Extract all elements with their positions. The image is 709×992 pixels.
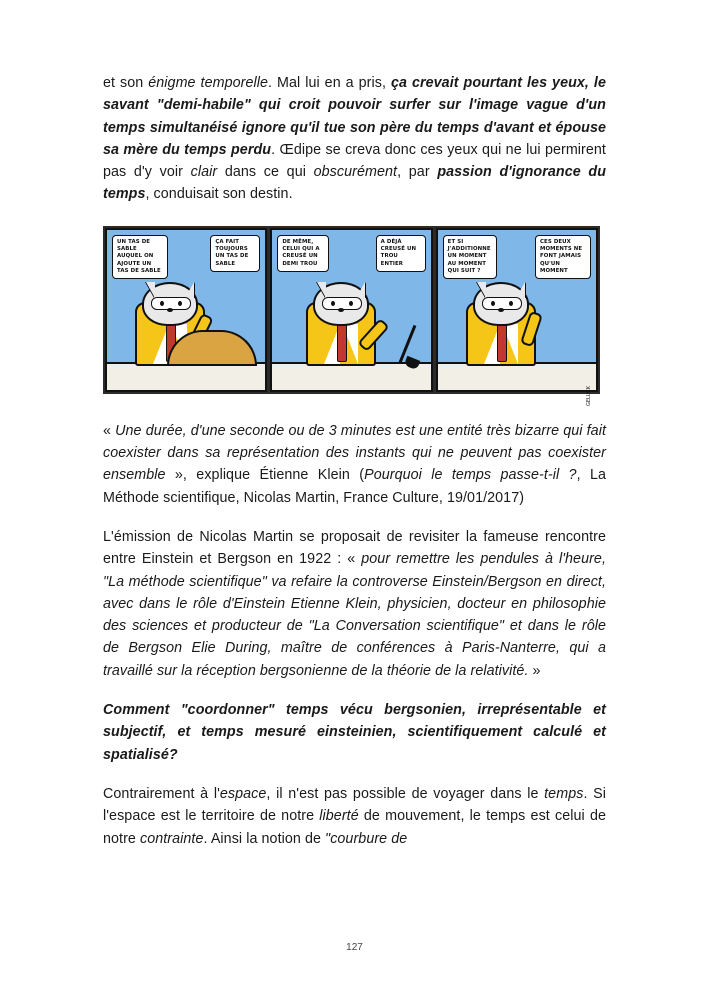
- paragraph-1: et son énigme temporelle. Mal lui en a pris, ça crevait pourtant les yeux, le savant "demi-habile" qui croit pouvoir surfer sur l'image vague d'un temps simultanéisé ignore qu'il tue son père du temps d'avant et épouse sa mère du temps perdu. Œdipe se creva donc ces yeux qui ne lui permirent pas d'y voir clair dans ce qui obscurément, par passion d'ignorance du temps, conduisait son destin.: [103, 75, 607, 203]
- cat-nose: [167, 308, 173, 312]
- page-content: [103, 72, 606, 850]
- cat-pupil-right: [509, 301, 513, 306]
- panel-2-cat: [302, 274, 376, 366]
- cat-ear-left: [146, 282, 155, 298]
- cat-pupil-left: [491, 301, 495, 306]
- panel-2-right-bubble: A DÉJÀ CREUSÉ UN TROU ENTIER: [376, 235, 426, 272]
- cat-pupil-right: [349, 301, 353, 306]
- panel-2-left-bubble: DE MÊME, CELUI QUI A CREUSÉ UN DEMI TROU: [277, 235, 329, 272]
- panel-1-ground: [107, 362, 265, 390]
- panel-3-cat: [462, 274, 536, 366]
- cat-tie: [337, 324, 347, 362]
- cat-ear-right: [356, 282, 365, 298]
- cat-ear-left: [317, 282, 326, 298]
- comic-panel-3: [436, 228, 598, 406]
- panel-1-right-bubble: ÇA FAIT TOUJOURS UN TAS DE SABLE: [210, 235, 260, 272]
- paragraph-2: « Une durée, d'une seconde ou de 3 minutes est une entité très bizarre qui fait coexister dans sa représentation des instants qui ne peuvent pas coexister ensemble », explique Étienne Klein (Pourquoi le temps passe-t-il ?, La Méthode scientifique, Nicolas Martin, France Culture, 19/01/2017): [103, 422, 606, 506]
- cat-pupil-left: [160, 301, 164, 306]
- panel-1-left-bubble: UN TAS DE SABLE AUQUEL ON AJOUTE UN TAS DE SABLE: [112, 235, 168, 279]
- comic-strip: [103, 226, 600, 406]
- comic-panel-1: [105, 228, 267, 392]
- cat-pupil-left: [331, 301, 335, 306]
- cat-pupil-right: [178, 301, 182, 306]
- comic-panel-2: [270, 228, 432, 392]
- panel-3-left-bubble: ET SI J'ADDITIONNE UN MOMENT AU MOMENT QUI SUIT ?: [443, 235, 497, 279]
- artist-signature: GELUCK: [585, 385, 592, 406]
- paragraph-5: Contrairement à l'espace, il n'est pas possible de voyager dans le temps. Si l'espace est le territoire de notre liberté de mouvement, le temps est celui de notre contrainte. Ainsi la notion de "courbure de: [103, 785, 606, 847]
- cat-ear-right: [516, 282, 525, 298]
- paragraph-3: L'émission de Nicolas Martin se proposait de revisiter la fameuse rencontre entre Einstein et Bergson en 1922 : « pour remettre les pendules à l'heure, "La méthode scientifique" va refaire la controverse Einstein/Bergson en direct, avec dans le rôle d'Einstein Etienne Klein, physicien, docteur en philosophie des sciences et producteur de "La Conversation scientifique" et dans le rôle de Bergson Elie During, maître de conférences à Paris-Nanterre, qui a travaillé sur la réception bergsonienne de la théorie de la relativité. »: [103, 528, 606, 679]
- cat-head: [473, 282, 529, 326]
- panel-3-ground: [438, 362, 596, 390]
- page-number: 127: [346, 942, 363, 953]
- cat-head: [142, 282, 198, 326]
- cat-head: [313, 282, 369, 326]
- cat-ear-right: [185, 282, 194, 298]
- cat-ear-left: [477, 282, 486, 298]
- cat-nose: [338, 308, 344, 312]
- panel-3-right-bubble: CES DEUX MOMENTS NE FONT JAMAIS QU'UN MOMENT: [535, 235, 591, 279]
- cat-tie: [497, 324, 507, 362]
- paragraph-4: Comment "coordonner" temps vécu bergsonien, irreprésentable et subjectif, et temps mesuré einsteinien, scientifiquement calculé et spatialisé?: [103, 702, 606, 763]
- cat-nose: [498, 308, 504, 312]
